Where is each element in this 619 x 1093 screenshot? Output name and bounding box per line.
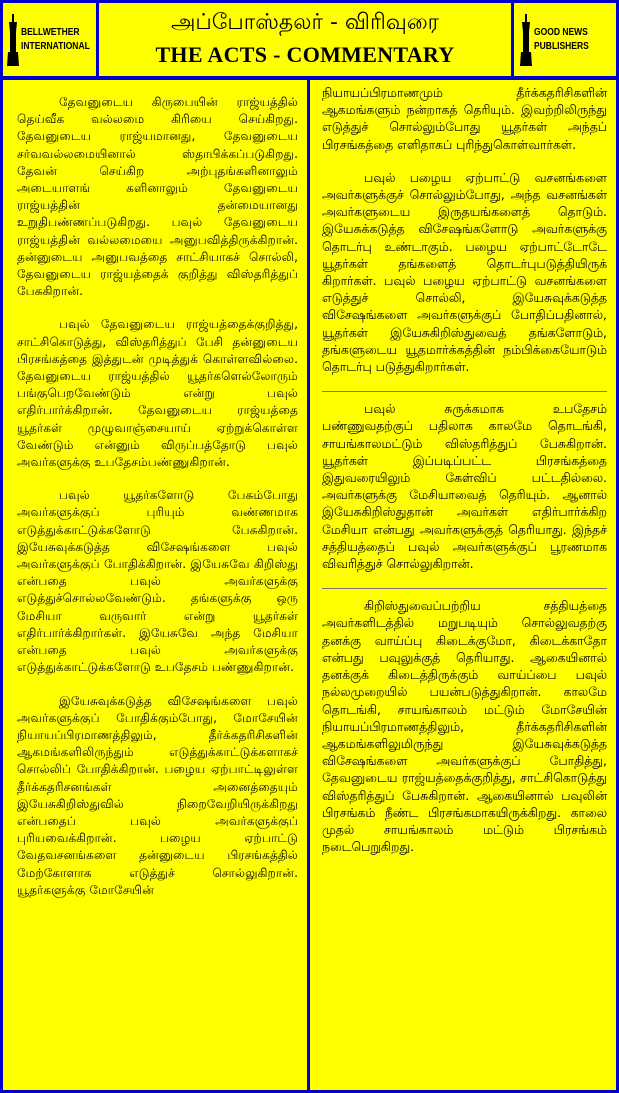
paragraph: பவுல் பழைய ஏற்பாட்டு வசனங்களை அவர்களுக்குச் சொல்லும்போது, அந்த வசனங்கள் அவர்களுடைய இருதயங்களைத் தொடும். இயேசுக்கடுத்த விசேஷங்களோடு அவர்களுக்கு தொடர்பு உண்டாகும். பழைய ஏற்பாட்டோடே யூதர்கள் தங்களைத் தொடர்புபடுத்தியிருக் கிறார்கள். பவுல் பழைய ஏற்பாட்டு வசனங்களை எடுத்துச் சொல்லி, இயேசுவுக்கடுத்த விசேஷங்களை அவர்களுக்குப் போதிப்பதினால், யூதர்கள் இயேசுகிறிஸ்துவைத் தங்களோடும், தங்களுடைய யூதமார்க்கத்தின் நம்பிக்கையோடும் தொடர்பு படுத்துகிறார்கள். [322,169,607,375]
bell-tower-icon [520,14,532,66]
logo-good-news [514,3,616,76]
right-column [310,80,616,1090]
paragraph: தேவனுடைய கிருபையின் ராஜ்யத்தில் தெய்வீக வல்லமை கிரியை செய்கிறது. தேவனுடைய ராஜ்யமானது, தேவனுடைய சர்வவல்லமையினால் ஸ்தாபிக்கப்படுகிறது. தேவன் செய்கிற அற்புதங்களினாலும் அடையாளங் களினாலும் தேவனுடைய ராஜ்யத்தின் தன்மையானது உறுதிபண்ணப்படுகிறது. பவுல் தேவனுடைய ராஜ்யத்தின் வல்லமையை அனுபவித்திருக்கிறான். தன்னுடைய அனுபவத்தை சாட்சியாகச் சொல்லி, தேவனுடைய ராஜ்யத்தைக் குறித்து விஸ்தரித்துப் பேசுகிறான். [17,95,298,299]
title-banner [99,3,511,76]
left-column [3,80,307,1090]
logo-bellwether [3,3,96,76]
paragraph: கிறிஸ்துவைப்பற்றிய சத்தியத்தை அவர்களிடத்தில் மறுபடியும் சொல்லுவதற்கு தனக்கு வாய்ப்பு கிடைக்குமோ, கிடைக்காதோ என்பது பவுலுக்குத் தெரியாது. ஆகையினால் தனக்குக் கிடைத்திருக்கும் வாய்ப்பை பவுல் நல்லமுறையில் பயன்படுத்துகிறான். காலமே தொடங்கி, சாயங்காலம் மட்டும் மோசேயின் நியாயப்பிரமாணத்திலும், தீர்க்கதரிசிகளின் ஆகமங்களிலுமிருந்து இயேசுவுக்கடுத்த விசேஷங்களை அவர்களுக்குப் போதித்து, தேவனுடைய ராஜ்யத்தைக்குறித்து, சாட்சிகொடுத்து விஸ்தரித்துப் பேசுகிறான். ஆகையினால் பவுலின் பிரசங்கம் நீண்ட பிரசங்கமாகயிருக்கிறது. காலை முதல் சாயங்காலம் மட்டும் பிரசங்கம் நடைபெறுகிறது. [322,598,607,855]
divider [322,588,607,589]
paragraph: இயேசுவுக்கடுத்த விசேஷங்களை பவுல் அவர்களுக்குப் போதிக்கும்போது, மோசேயின் நியாயப்பிரமாணத்திலும், தீர்க்கதரிசிகளின் ஆகமங்களிலிருந்தும் எடுத்துக்காட்டுக்களாகச் சொல்லிப் போதிக்கிறான். பழைய ஏற்பாட்டிலுள்ள தீர்க்கதரிசனங்கள் அனைத்தையும் இயேசுகிறிஸ்துவில் நிறைவேறியிருக்கிறது என்பதைப் பவுல் அவர்களுக்குப் புரியவைக்கிறான். பழைய ஏற்பாட்டு வேதவசனங்களை தன்னுடைய பிரசங்கத்தில் மேற்கோளாக எடுத்துச் சொல்லுகிறான். யூதர்களுக்கு மோசேயின் [17,693,298,897]
paragraph: பவுல் தேவனுடைய ராஜ்யத்தைக்குறித்து, சாட்சிகொடுத்து, விஸ்தரித்துப் பேசி தன்னுடைய பிரசங்கத்தை இத்துடன் முடித்துக் கொள்ளவில்லை. தேவனுடைய ராஜ்யத்தில் யூதர்களெல்லோரும் பங்குபெறவேண்டும் என்று பவுல் எதிர்பார்க்கிறான். தேவனுடைய ராஜ்யத்தை யூதர்கள் முழுவாஞ்சையாய் ஏற்றுக்கொள்ள வேண்டும் என்னும் விருப்பத்தோடு பவுல் அவர்களுக்கு உபதேசம்பண்ணுகிறான். [17,317,298,470]
logo-left-line1: BELLWETHER [21,26,80,38]
title-english: THE ACTS - COMMENTARY [155,42,455,67]
bell-tower-icon [7,14,19,66]
paragraph: பவுல் யூதர்களோடு பேசும்போது அவர்களுக்குப் புரியும் வண்ணமாக எடுத்துக்காட்டுக்களோடு பேசுகிறான். இயேசுவுக்கடுத்த விசேஷங்களை பவுல் அவர்களுக்குப் போதிக்கிறான். இயேசுவே கிறிஸ்து என்பதை பவுல் அவர்களுக்கு எடுத்துச்சொல்லவேண்டும். தங்களுக்கு ஒரு மேசியா வருவார் என்று யூதர்கள் எதிர்பார்க்கிறார்கள். இயேசுவே அந்த மேசியா என்பதை பவுல் அவர்களுக்கு எடுத்துக்காட்டுக்களோடு உபதேசம் பண்ணுகிறான். [17,488,298,675]
divider [322,391,607,392]
logo-left-line2: INTERNATIONAL [21,40,90,52]
paragraph-continued: நியாயப்பிரமாணமும் தீர்க்கதரிசிகளின் ஆகமங்களும் நன்றாகத் தெரியும். இவற்றிலிருந்து எடுத்துச் சொல்லும்போது யூதர்கள் அந்தப் பிரசங்கத்தை எளிதாகப் புரிந்துகொள்வார்கள். [322,85,607,152]
paragraph: பவுல் சுருக்கமாக உபதேசம் பண்ணுவதற்குப் பதிலாக காலமே தொடங்கி, சாயங்காலமட்டும் விஸ்தரித்துப் பேசுகிறான். யூதர்கள் இப்படிப்பட்ட பிரசங்கத்தை இதுவரையிலும் கேள்விப் பட்டதில்லை. அவர்களுக்கு மேசியாவைத் தெரியும். ஆனால் இயேசுகிறிஸ்துதான் அவர்கள் எதிர்பார்க்கிற மேசியா என்பது அவர்களுக்குத் தெரியாது. இந்தச் சத்தியத்தைப் பவுல் அவர்களுக்குப் பூரணமாக விவரித்துச் சொல்லுகிறான். [322,401,607,572]
logo-right-line1: GOOD NEWS [534,26,588,38]
title-tamil: அப்போஸ்தலர் - விரிவுரை [170,10,440,35]
logo-right-line2: PUBLISHERS [534,40,589,52]
